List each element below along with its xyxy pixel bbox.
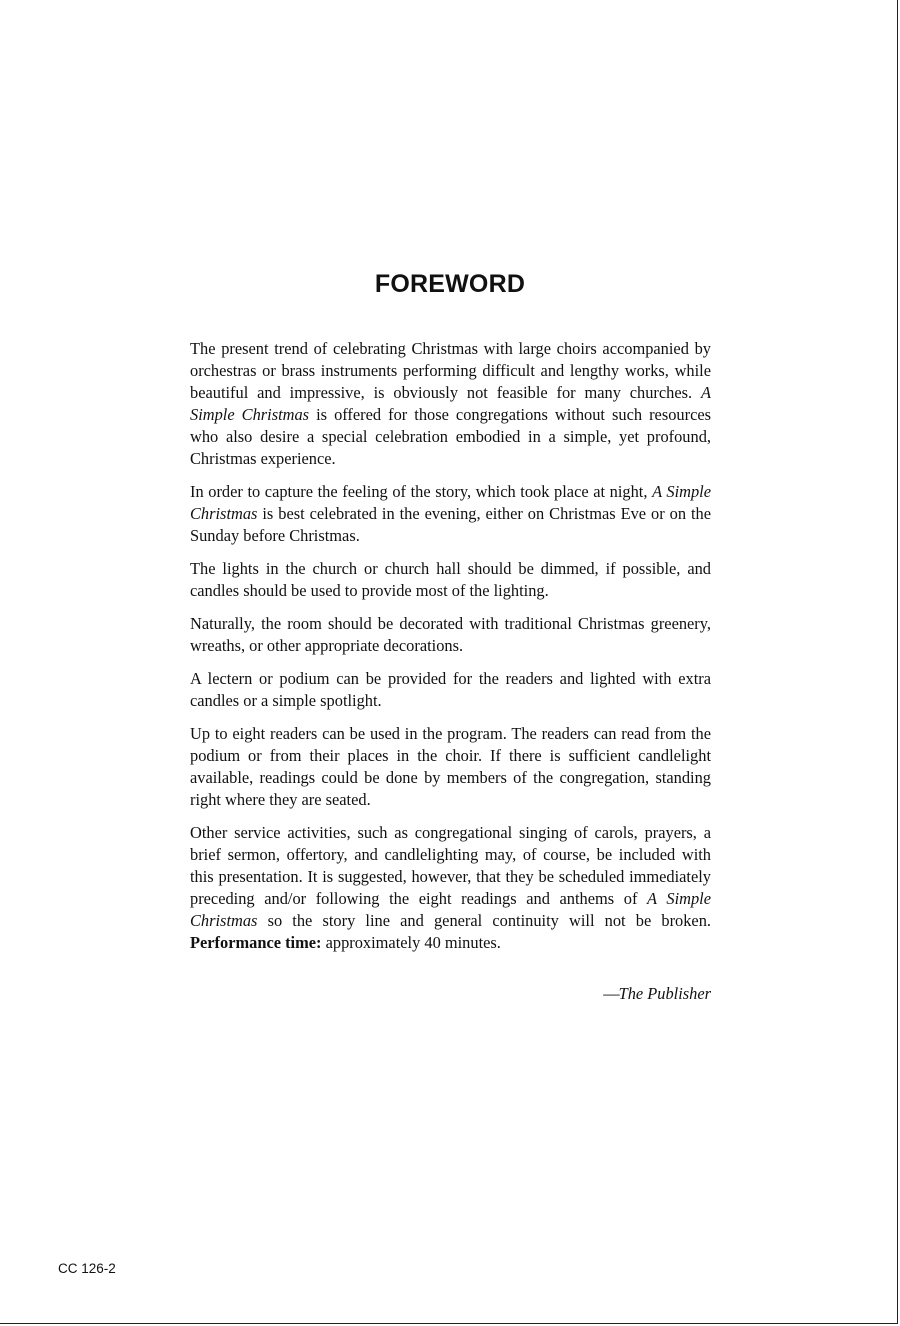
signature-dash: — bbox=[603, 984, 619, 1003]
paragraph-7-text-b: so the story line and general continuity will not be broken. bbox=[257, 911, 711, 930]
paragraph-1-text-a: The present trend of celebrating Christmas with large choirs accompanied by orchestras or brass instruments performing difficult and lengthy works, while beautiful and impressive, is obviously not feasible for many churches. bbox=[190, 339, 711, 402]
paragraph-3: The lights in the church or church hall should be dimmed, if possible, and candles should be used to provide most of the lighting. bbox=[190, 559, 711, 600]
paragraph-5: A lectern or podium can be provided for the readers and lighted with extra candles or a simple spotlight. bbox=[190, 669, 711, 710]
paragraph-2-text-b: is best celebrated in the evening, either on Christmas Eve or on the Sunday before Christmas. bbox=[190, 504, 711, 545]
work-title: A Simple Christmas bbox=[190, 383, 711, 424]
paragraph-7 bbox=[190, 822, 711, 954]
paragraph-2-text-a: In order to capture the feeling of the story, which took place at night, bbox=[190, 482, 653, 501]
signature-name: The Publisher bbox=[618, 984, 711, 1003]
paragraph-7-text-a: Other service activities, such as congregational singing of carols, prayers, a brief sermon, offertory, and candlelighting may, of course, be included with this presentation. It is suggested, however, that they be scheduled immediately preceding and/or following the eight readings and anthems of bbox=[190, 823, 711, 908]
work-title: A Simple Christmas bbox=[190, 889, 711, 930]
paragraph-4: Naturally, the room should be decorated with traditional Christmas greenery, wreaths, or other appropriate decorations. bbox=[190, 614, 711, 655]
page-title: FOREWORD bbox=[374, 270, 526, 298]
signature bbox=[190, 983, 711, 1005]
paragraph-2 bbox=[190, 481, 711, 547]
foreword-body bbox=[190, 338, 711, 965]
work-title: A Simple Christmas bbox=[190, 482, 711, 523]
performance-time-label: Performance time: bbox=[190, 933, 322, 952]
paragraph-1-text-b: is offered for those congregations without such resources who also desire a special celebration embodied in a simple, yet profound, Christmas experience. bbox=[190, 405, 711, 468]
catalog-code: CC 126-2 bbox=[58, 1261, 116, 1276]
paragraph-1 bbox=[190, 338, 711, 470]
paragraph-6: Up to eight readers can be used in the program. The readers can read from the podium or from their places in the choir. If there is sufficient candlelight available, readings could be done by members of the congregation, standing right where they are seated. bbox=[190, 724, 711, 809]
paragraph-7-text-c: approximately 40 minutes. bbox=[321, 933, 501, 952]
